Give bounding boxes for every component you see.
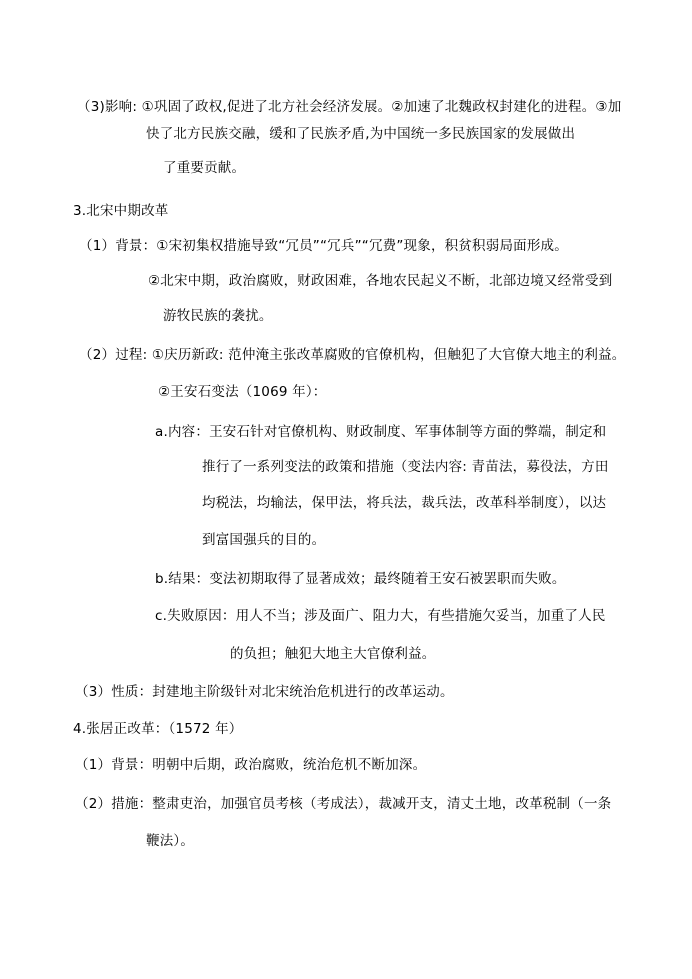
text-line: ②王安石变法（1069 年）： — [158, 384, 327, 400]
text-line: （2）过程: ①庆历新政: 范仲淹主张改革腐败的官僚机构，但触犯了大官僚大地主的利益。 — [79, 347, 626, 363]
section-heading: 4.张居正改革：（1572 年） — [73, 721, 243, 737]
text-line: a.内容：王安石针对官僚机构、财政制度、军事体制等方面的弊端，制定和 — [155, 424, 607, 440]
text-line: （3）性质：封建地主阶级针对北宋统治危机进行的改革运动。 — [75, 684, 454, 700]
text-line: ②北宋中期，政治腐败，财政困难，各地农民起义不断，北部边境又经常受到 — [148, 273, 613, 289]
text-line: 了重要贡献。 — [163, 160, 246, 176]
text-line: （2）措施：整肃吏治，加强官员考核（考成法），裁减开支，清丈土地，改革税制（一条 — [75, 796, 612, 812]
text-line: 的负担；触犯大地主大官僚利益。 — [230, 646, 436, 662]
text-line: 鞭法）。 — [146, 833, 195, 849]
text-line: 游牧民族的袭扰。 — [163, 308, 273, 324]
text-line: （3)影响: ①巩固了政权,促进了北方社会经济发展。②加速了北魏政权封建化的进程。③加 — [77, 99, 622, 115]
text-line: 均税法，均输法，保甲法，将兵法，裁兵法，改革科举制度），以达 — [202, 495, 607, 511]
text-line: 到富国强兵的目的。 — [202, 532, 326, 548]
text-line: b.结果：变法初期取得了显著成效；最终随着王安石被罢职而失败。 — [155, 571, 566, 587]
text-line: 快了北方民族交融，缓和了民族矛盾,为中国统一多民族国家的发展做出 — [146, 126, 576, 142]
text-line: （1）背景：明朝中后期，政治腐败，统治危机不断加深。 — [75, 757, 427, 773]
text-line: 推行了一系列变法的政策和措施（变法内容: 青苗法，募役法，方田 — [202, 459, 609, 475]
section-heading: 3.北宋中期改革 — [73, 203, 169, 219]
text-line: c.失败原因：用人不当；涉及面广、阻力大，有些措施欠妥当，加重了人民 — [155, 608, 606, 624]
text-line: （1）背景：①宋初集权措施导致“冗员”“冗兵”“冗费”现象，积贫积弱局面形成。 — [79, 238, 568, 254]
